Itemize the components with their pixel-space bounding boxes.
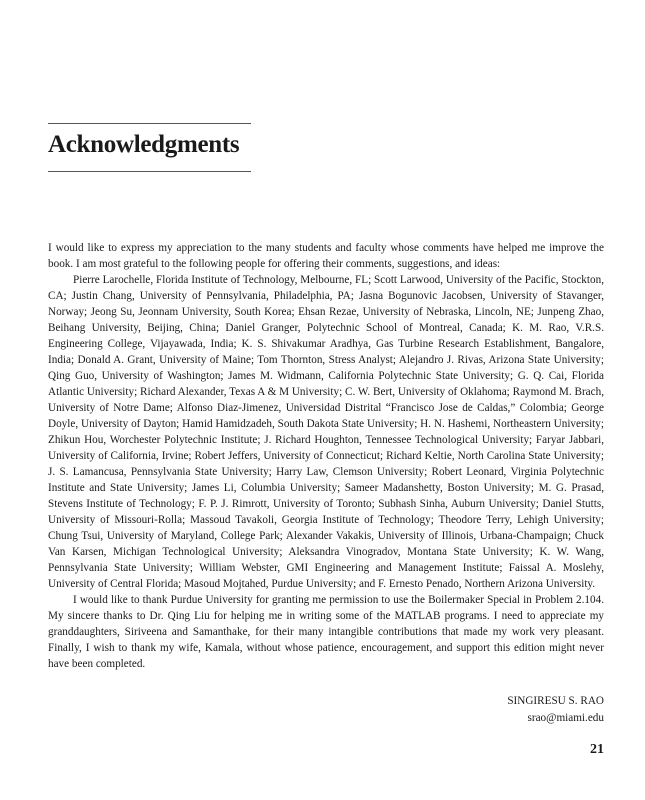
author-name: SINGIRESU S. RAO xyxy=(507,695,604,707)
signature-block xyxy=(507,693,604,727)
page-number: 21 xyxy=(590,742,604,757)
acknowledgments-body xyxy=(48,240,604,672)
heading-top-rule xyxy=(48,123,251,124)
heading-bottom-rule xyxy=(48,171,251,172)
page-title: Acknowledgments xyxy=(48,131,240,158)
thanks-paragraph: I would like to thank Purdue University for granting me permission to use the Boilermaker Special in Problem 2.104. My sincere thanks to Dr. Qing Liu for helping me in writing some of the MATLAB programs. I need to appreciate my granddaughters, Siriveena and Samanthake, for their many intangible contributions that made my work very pleasant. Finally, I wish to thank my wife, Kamala, without whose patience, encouragement, and support this edition might never have been completed. xyxy=(48,594,604,670)
intro-paragraph: I would like to express my appreciation to the many students and faculty whose comments have helped me improve the book. I am most grateful to the following people for offering their comments, suggestions, and ideas: xyxy=(48,242,604,270)
reviewers-paragraph: Pierre Larochelle, Florida Institute of Technology, Melbourne, FL; Scott Larwood, University of the Pacific, Stockton, CA; Justin Chang, University of Pennsylvania, Philadelphia, PA; Jasna Bogunovic Jacobsen, University of Stavanger, Norway; Jeong Su, Jeonnam University, South Korea; Ehsan Rezae, University of Nebraska, Lincoln, NE; Junpeng Zhao, Beihang University, Beijing, China; Daniel Granger, Polytechnic School of Montreal, Canada; K. M. Rao, V.R.S. Engineering College, Vijayawada, India; K. S. Shivakumar Aradhya, Gas Turbine Research Establishment, Bangalore, India; Donald A. Grant, University of Maine; Tom Thornton, Stress Analyst; Alejandro J. Rivas, Arizona State University; Qing Guo, University of Washington; James M. Widmann, California Polytechnic State University; G. Q. Cai, Florida Atlantic University; Richard Alexander, Texas A & M University; C. W. Bert, University of Oklahoma; Raymond M. Brach, University of Notre Dame; Alfonso Diaz-Jimenez, Universidad Distrital “Francisco Jose de Caldas,” Colombia; George Doyle, University of Dayton; Hamid Hamidzadeh, South Dakota State University; H. N. Hashemi, Northeastern University; Zhikun Hou, Worchester Polytechnic Institute; J. Richard Houghton, Tennessee Technological University; Faryar Jabbari, University of California, Irvine; Robert Jeffers, University of Connecticut; Richard Keltie, North Carolina State University; J. S. Lamancusa, Pennsylvania State University; Harry Law, Clemson University; Robert Leonard, Virginia Polytechnic Institute and State University; James Li, Columbia University; Sameer Madanshetty, Boston University; M. G. Prasad, Stevens Institute of Technology; F. P. J. Rimrott, University of Toronto; Subhash Sinha, Auburn University; Daniel Stutts, University of Missouri-Rolla; Massoud Tavakoli, Georgia Institute of Technology; Theodore Terry, Lehigh University; Chung Tsui, University of Maryland, College Park; Alexander Vakakis, University of Illinois, Urbana-Champaign; Chuck Van Karsen, Michigan Technological University; Aleksandra Vinogradov, Montana State University; K. W. Wang, Pennsylvania State University; William Webster, GMI Engineering and Management Institute; Faissal A. Moslehy, University of Central Florida; Masoud Mojtahed, Purdue University; and F. Ernesto Penado, Northern Arizona University. xyxy=(48,274,604,590)
author-email: srao@miami.edu xyxy=(527,712,604,724)
